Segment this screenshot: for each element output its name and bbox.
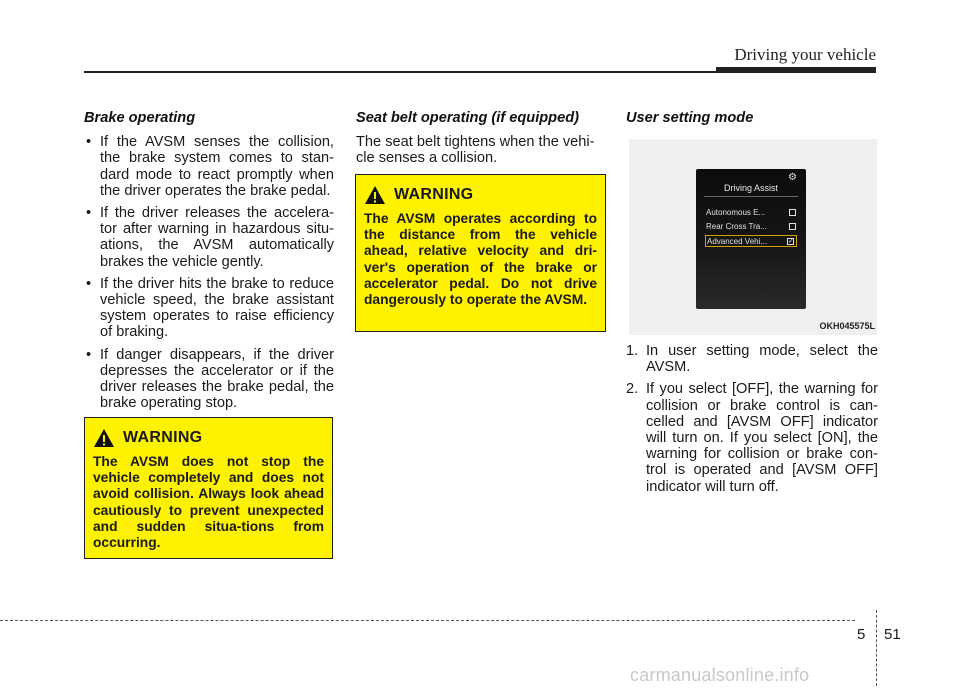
page-number: 51 — [884, 626, 901, 643]
seat-belt-text: The seat belt tightens when the vehi-cle senses a collision. — [356, 134, 595, 167]
header-rule-thick — [716, 67, 876, 73]
warning-text: The AVSM does not stop the vehicle completely and does not avoid collision. Always look ahead cautiously to prevent unexpected and sudden situa-tions from occurring. — [93, 454, 324, 551]
warning-text: The AVSM operates according to the distance from the vehicle ahead, relative velocity and dri-ver's operation of the brake or accelerator pedal. Do not drive dangerously to operate the AVSM. — [364, 211, 597, 308]
footer-divider — [876, 610, 877, 686]
footer-rule — [0, 620, 855, 621]
list-item: 1. In user setting mode, select the AVSM. — [626, 343, 878, 376]
screen-title: Driving Assist — [723, 183, 778, 193]
cluster-display-figure — [629, 139, 877, 335]
page-header-title: Driving your vehicle — [734, 45, 876, 64]
screen-divider — [704, 196, 798, 197]
user-setting-steps — [626, 343, 878, 501]
screen-menu-item: Autonomous E... — [706, 207, 798, 219]
warning-box-avsm-operation — [355, 174, 606, 332]
screen-menu-item-selected: Advanced Vehi... ✓ — [705, 235, 797, 247]
checked-checkbox-icon: ✓ — [788, 238, 794, 245]
warning-header — [93, 428, 324, 448]
warning-box-collision — [84, 417, 333, 559]
checkbox-icon — [789, 209, 796, 216]
cluster-screen — [696, 169, 806, 309]
list-item: • If the driver hits the brake to reduce vehicle speed, the brake assistant system operates to raise efficiency of braking. — [84, 276, 334, 341]
checkbox-icon — [789, 223, 796, 230]
watermark-text[interactable]: carmanualsonline.info — [630, 665, 810, 685]
list-item: • If danger disappears, if the driver depresses the accelerator or if the driver releases the brake pedal, the brake operating stop. — [84, 347, 334, 412]
section-heading-user-setting: User setting mode — [626, 110, 754, 126]
image-code: OKH045575L — [819, 321, 875, 331]
section-heading-brake-operating: Brake operating — [84, 110, 196, 126]
list-item: 2. If you select [OFF], the warning for collision or brake control is can-celled and [AVSM OFF] indicator will turn on. If you select [ON], the warning for collision or brake con-trol is operated and [AVSM OFF] indicator will turn off. — [626, 381, 878, 495]
chapter-number: 5 — [857, 626, 866, 643]
section-heading-seat-belt: Seat belt operating (if equipped) — [356, 110, 579, 126]
warning-triangle-icon — [93, 428, 115, 448]
column-seat-belt — [356, 110, 606, 167]
brake-operating-list — [84, 134, 334, 411]
column-brake-operating — [84, 110, 334, 417]
header-rule — [84, 71, 716, 73]
gear-icon: ⚙ — [788, 172, 797, 183]
warning-triangle-icon — [364, 185, 386, 205]
column-user-setting — [626, 110, 878, 134]
warning-title: WARNING — [394, 186, 474, 203]
list-item: • If the driver releases the accelera-tor after warning in hazardous situ-ations, the AVSM automatically brakes the vehicle gently. — [84, 205, 334, 270]
list-item: • If the AVSM senses the collision, the brake system comes to stan-dard mode to react promptly when the driver operates the brake pedal. — [84, 134, 334, 199]
screen-menu-item: Rear Cross Tra... — [706, 221, 798, 233]
warning-header — [364, 185, 597, 205]
warning-title: WARNING — [123, 429, 203, 446]
